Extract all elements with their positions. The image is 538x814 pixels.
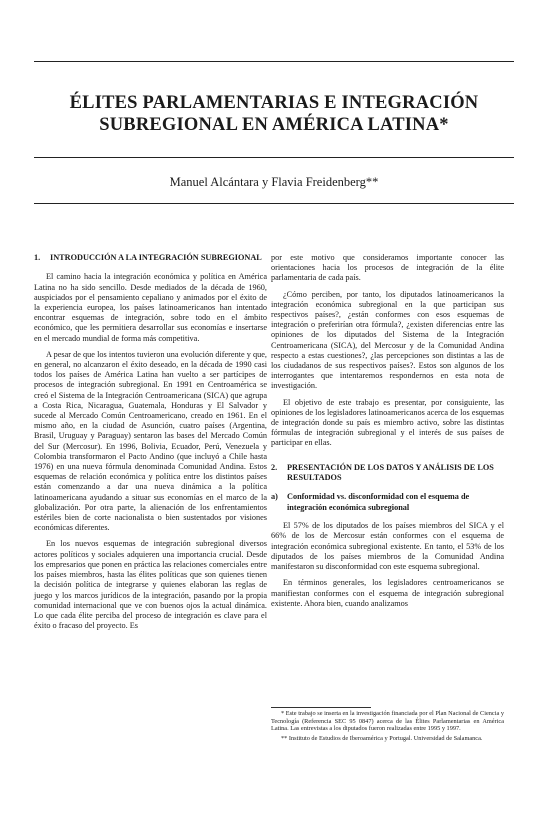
section-number: 2. (271, 462, 278, 472)
subsection-heading (271, 492, 504, 513)
footnote: * Este trabajo se inserta en la investigación financiada por el Plan Nacional de Ciencia y Tecnología (Referencia SEC 95 0847) acerca de las Élites Parlamentarias en América Latina. Las entrevistas a los diputados fueron realizadas entre 1995 y 1997. (271, 710, 504, 733)
title-line-2: SUBREGIONAL EN AMÉRICA LATINA* (99, 115, 449, 135)
paragraph: En los nuevos esquemas de integración subregional diversos actores políticos y sociales adquieren una importancia crucial. Desde los empresarios que ponen en práctica las relaciones comerciales entre los países miembros, hasta las élites políticas que son quienes tienen la decisión política de integrarse y quienes elaboran las reglas de juego y los marcos jurídicos de la integración, pasando por la propia comunidad internacional que ve con buenos ojos la actual dinámica. Lo que cada élite perciba del proceso de integración es clave para el éxito o fracaso del proyecto. Es (34, 539, 267, 631)
paragraph: En términos generales, los legisladores centroamericanos se manifiestan conformes con el esquema de integración subregional existente. Ahora bien, cuando analizamos (271, 578, 504, 608)
right-column (271, 253, 504, 609)
paragraph: El camino hacia la integración económica y política en América Latina no ha sido sencillo. Desde mediados de la década de 1960, auspiciados por el pensamiento cepaliano y animados por el éxito de la experiencia europea, los países latinoamericanos han intentado encontrar esquemas de integración, sobre todo en el ámbito económico, que les permitiera desarrollar sus economías e insertarse en el mercado mundial de forma más competitiva. (34, 272, 267, 343)
section-heading-2 (271, 463, 504, 484)
left-column (34, 253, 267, 631)
authors: Manuel Alcántara y Flavia Freidenberg** (169, 175, 379, 189)
paragraph: por este motivo que consideramos importante conocer las orientaciones hacia los procesos de integración de la élite parlamentaria de cada país. (271, 253, 504, 283)
subsection-title: Conformidad vs. disconformidad con el esquema de integración económica subregional (287, 492, 470, 512)
footnotes (271, 710, 504, 744)
section-title: PRESENTACIÓN DE LOS DATOS Y ANÁLISIS DE LOS RESULTADOS (287, 462, 494, 483)
section-number: 1. (34, 253, 41, 262)
article-title (34, 92, 514, 136)
paragraph: El objetivo de este trabajo es presentar, por consiguiente, las opiniones de los legisladores latinoamericanos acerca de los esquemas de integración donde su país es miembro activo, sobre las distintas fórmulas de integración subregional y el interés de sus países de participar en ellas. (271, 397, 504, 448)
top-rule (34, 61, 514, 62)
title-rule (34, 157, 514, 158)
paragraph: ¿Cómo perciben, por tanto, los diputados latinoamericanos la integración económica subregional en la que participan sus respectivos países?, ¿están conformes con esos esquemas de integración o preferirían otra fórmula?, ¿existen diferencias entre las opiniones de los diputados del Sistema de la Integración Centroamericana (SICA), del Mercosur y de la Comunidad Andina respecto a estas cuestiones?, ¿las percepciones son distintas a las de los ciudadanos de sus respectivos países?. Estos son algunos de los interrogantes que intentaremos respondernos en esta nota de investigación. (271, 289, 504, 391)
subsection-letter: a) (271, 492, 278, 502)
title-line-1: ÉLITES PARLAMENTARIAS E INTEGRACIÓN (69, 93, 479, 113)
section-heading-1 (34, 253, 267, 263)
paragraph: A pesar de que los intentos tuvieron una evolución diferente y que, en general, no alcanzaron el éxito deseado, en la década de 1990 casi todos los países de América Latina han vuelto a ser partícipes de procesos de integración subregional. En 1991 en Centroamérica se creó el Sistema de la Integración Centroamericana (SICA) que agrupa a Costa Rica, Nicaragua, Guatemala, Honduras y El Salvador y sucede al Mercado Común Centroamericano, creado en 1961. En el mismo año, en la ciudad de Asunción, cuatro países (Argentina, Brasil, Uruguay y Paraguay) sentaron las bases del Mercado Común del Sur (Mercosur). En 1996, Bolivia, Ecuador, Perú, Venezuela y Colombia transformaron el Pacto Andino (que incluyó a Chile hasta 1976) en una nueva fórmula denominada Comunidad Andina. Estos esquemas de relación económica y política entre los distintos países están comenzando a dar una nueva dinámica a la política latinoamericana ayudando a situar sus economías en el marco de la globalización. Por otra parte, la alienación de los enfrentamientos estériles bien de corte nacionalista o bien sustentados por visiones económicas diferentes. (34, 349, 267, 533)
footnote: ** Instituto de Estudios de Iberoamérica y Portugal. Universidad de Salamanca. (281, 734, 483, 742)
authors-rule (34, 203, 514, 204)
section-title: INTRODUCCIÓN A LA INTEGRACIÓN SUBREGIONAL (50, 253, 262, 262)
footnote-rule (271, 707, 371, 708)
paragraph: El 57% de los diputados de los países miembros del SICA y el 66% de los de Mercosur están conformes con el esquema de integración económica subregional existente. En tanto, el 53% de los diputados de los países miembros de la Comunidad Andina manifestaron su disconformidad con este esquema subregional. (271, 521, 504, 572)
